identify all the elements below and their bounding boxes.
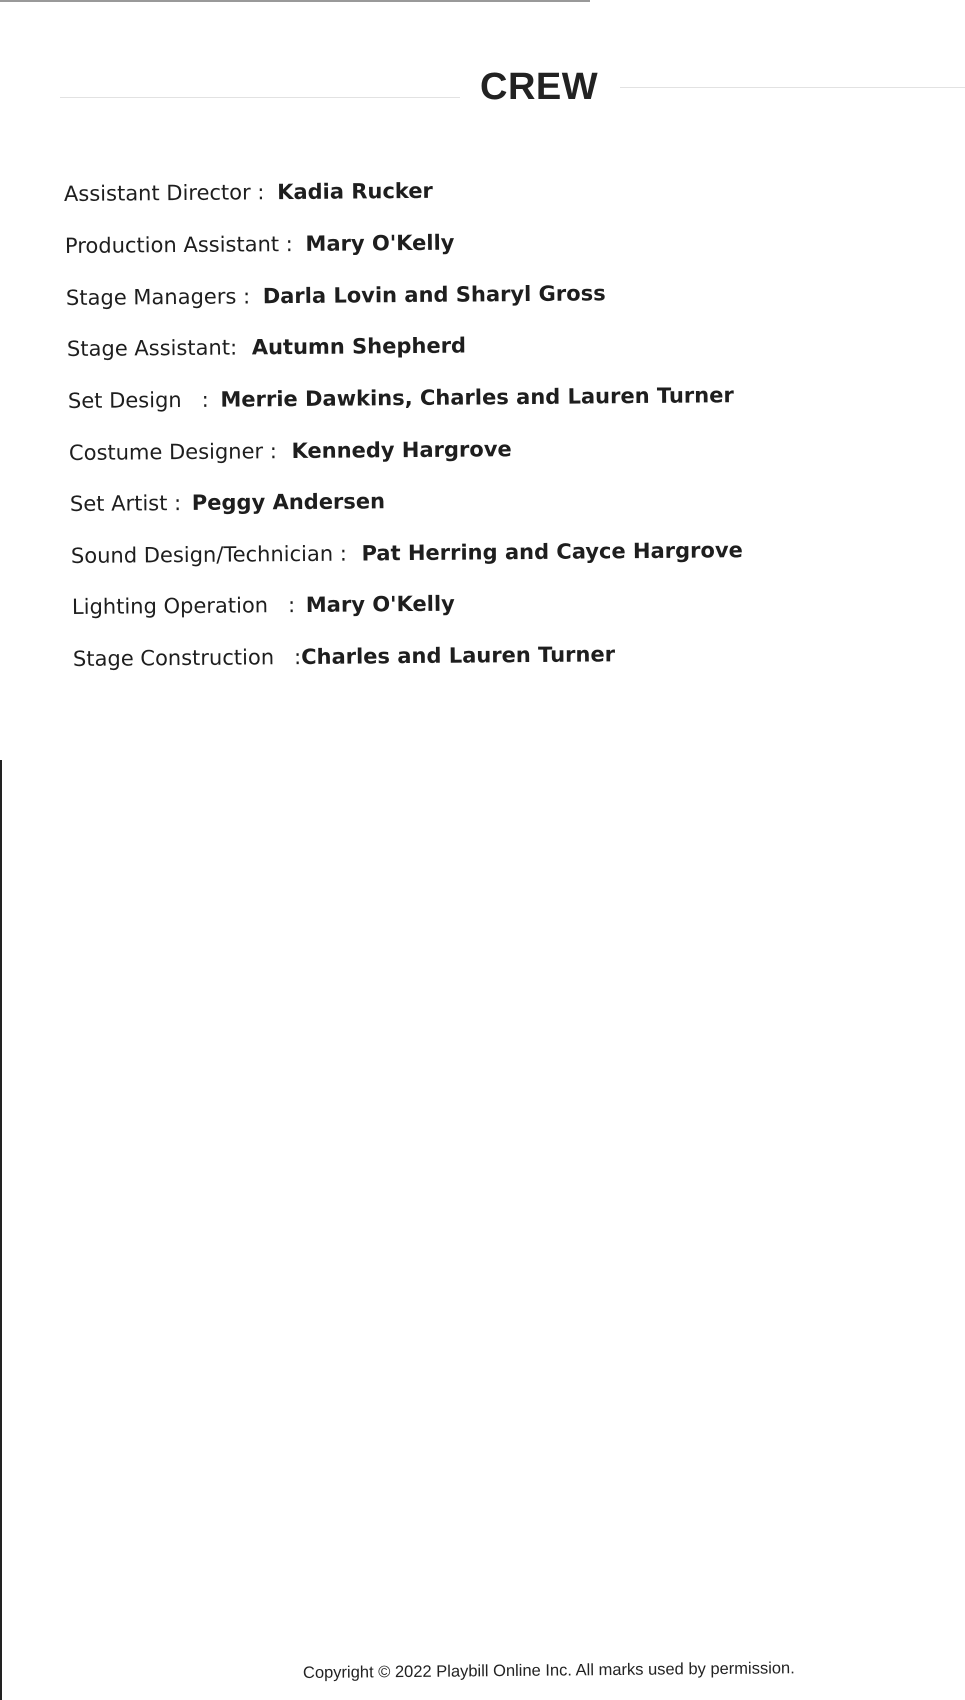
copyright-notice: Copyright © 2022 Playbill Online Inc. All marks used by permission. bbox=[302, 1659, 795, 1682]
crew-entry-set-artist bbox=[70, 489, 385, 516]
crew-role: Stage Managers : bbox=[65, 284, 257, 310]
crew-name: Autumn Shepherd bbox=[251, 333, 467, 360]
crew-role: Sound Design/Technician : bbox=[70, 541, 354, 568]
crew-role: Production Assistant : bbox=[64, 231, 300, 258]
crew-role: Lighting Operation : bbox=[71, 592, 302, 619]
crew-role: Assistant Director : bbox=[63, 180, 272, 206]
crew-name: Mary O'Kelly bbox=[305, 591, 455, 617]
crew-entry-stage-assistant bbox=[67, 334, 466, 361]
crew-entry-lighting-operation bbox=[72, 592, 455, 619]
crew-name: Kadia Rucker bbox=[277, 178, 433, 205]
crew-entry-set-design bbox=[68, 383, 734, 413]
crew-name: Charles and Lauren Turner bbox=[301, 642, 616, 670]
crew-name: Mary O'Kelly bbox=[305, 230, 455, 256]
crew-name: Darla Lovin and Sharyl Gross bbox=[262, 281, 606, 309]
crew-role: Set Artist : bbox=[69, 490, 188, 516]
crew-entry-costume-designer bbox=[69, 437, 512, 465]
crew-name: Pat Herring and Cayce Hargrove bbox=[361, 538, 743, 566]
crew-role: Stage Construction : bbox=[72, 645, 302, 671]
crew-name: Kennedy Hargrove bbox=[291, 437, 512, 464]
crew-name: Merrie Dawkins, Charles and Lauren Turner bbox=[220, 383, 734, 412]
crew-role: Costume Designer : bbox=[68, 439, 284, 465]
page-title: CREW bbox=[480, 66, 599, 108]
crew-entry-stage-construction bbox=[73, 642, 615, 671]
crew-name: Peggy Andersen bbox=[191, 489, 386, 515]
crew-entry-assistant-director bbox=[64, 179, 433, 206]
crew-entry-stage-managers bbox=[66, 281, 606, 310]
crew-entry-sound-design-technician bbox=[71, 538, 743, 568]
crew-list bbox=[0, 0, 965, 700]
scan-edge-left bbox=[0, 760, 2, 1700]
crew-role: Stage Assistant: bbox=[66, 335, 244, 361]
crew-entry-production-assistant bbox=[65, 231, 455, 258]
crew-role: Set Design : bbox=[67, 387, 216, 413]
